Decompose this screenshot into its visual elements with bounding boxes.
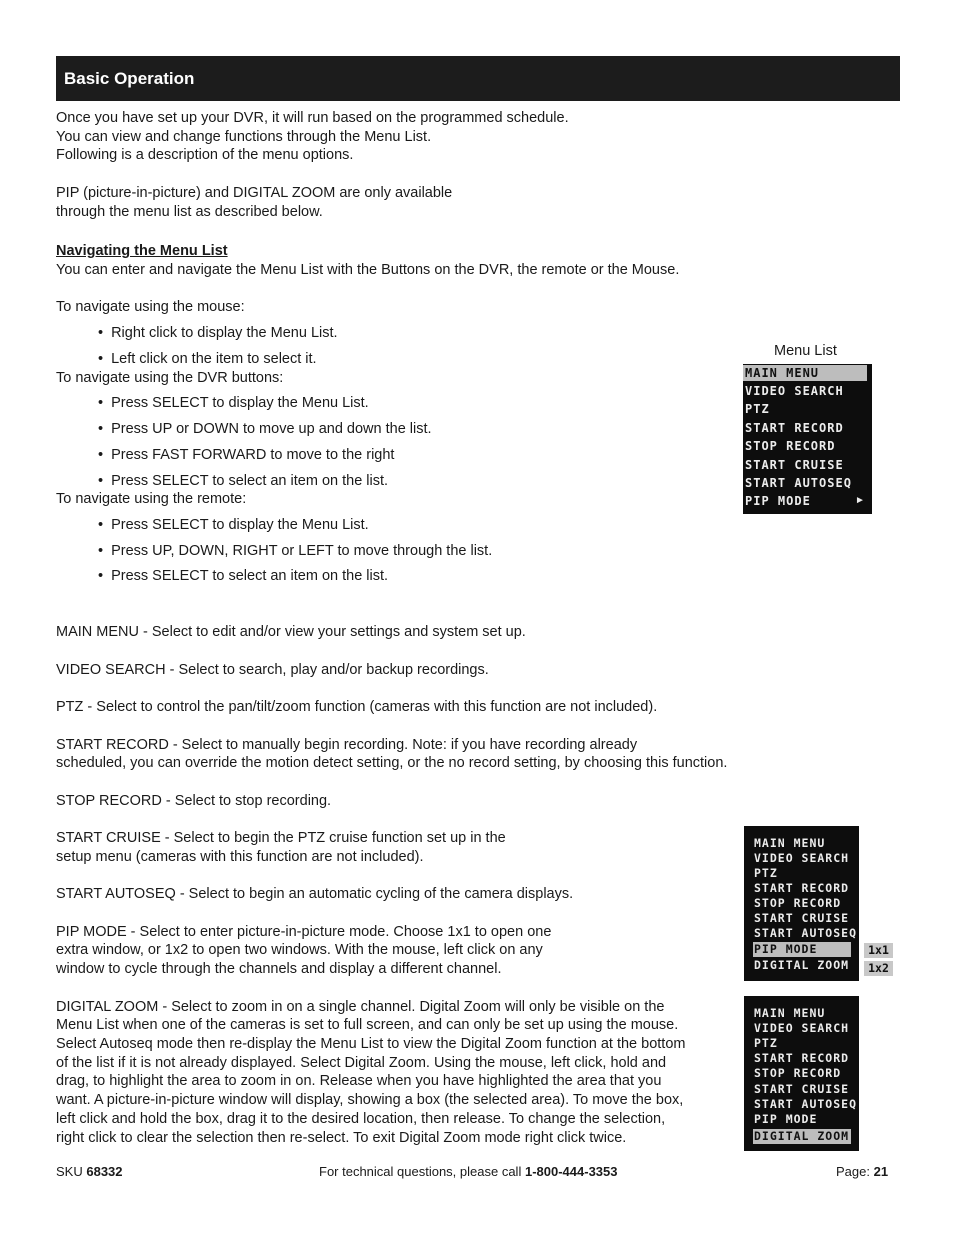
- mouse-title: To navigate using the mouse:: [56, 299, 245, 315]
- desc-video-search: VIDEO SEARCH - Select to search, play and/or backup recordings.: [56, 662, 489, 678]
- remote-bullet-3: • Press SELECT to select an item on the list.: [98, 567, 388, 585]
- desc-digital-zoom-7: left click and hold the box, drag it to the desired location, then release. To change the selection,: [56, 1111, 666, 1127]
- footer-page: [836, 1164, 888, 1179]
- zoom-menu-item-video-search: VIDEO SEARCH: [754, 1021, 850, 1035]
- footer-tech-text: For technical questions, please call: [319, 1164, 522, 1179]
- pip-menu-item-stop-record: STOP RECORD: [754, 896, 842, 910]
- buttons-bullet-1: • Press SELECT to display the Menu List.: [98, 394, 369, 412]
- buttons-bullet-3: • Press FAST FORWARD to move to the right: [98, 446, 394, 464]
- desc-start-record-2: scheduled, you can override the motion detect setting, or the no record setting, by choosing this function.: [56, 755, 728, 771]
- intro-line-3: Following is a description of the menu options.: [56, 147, 354, 163]
- mouse-bullet-1: • Right click to display the Menu List.: [98, 324, 338, 342]
- menu-item-video-search: VIDEO SEARCH: [745, 384, 844, 398]
- desc-digital-zoom-5: drag, to highlight the area to zoom in on. Release when you have highlighted the area that you: [56, 1073, 662, 1089]
- remote-bullet-2: • Press UP, DOWN, RIGHT or LEFT to move through the list.: [98, 542, 492, 560]
- menu-item-main-menu: MAIN MENU: [743, 365, 867, 381]
- nav-intro: You can enter and navigate the Menu List with the Buttons on the DVR, the remote or the Mouse.: [56, 262, 680, 278]
- zoom-menu-item-main-menu: MAIN MENU: [754, 1006, 826, 1020]
- desc-digital-zoom-1: DIGITAL ZOOM - Select to zoom in on a single channel. Digital Zoom will only be visible on the: [56, 999, 665, 1015]
- submenu-arrow-icon: ►: [855, 495, 865, 506]
- pip-menu-item-digital-zoom: DIGITAL ZOOM: [754, 958, 850, 972]
- pip-menu-figure: [744, 826, 859, 981]
- desc-digital-zoom-8: right click to clear the selection then re-select. To exit Digital Zoom mode right click twice.: [56, 1130, 627, 1146]
- zoom-menu-item-start-record: START RECORD: [754, 1051, 850, 1065]
- nav-heading: Navigating the Menu List: [56, 243, 228, 259]
- buttons-bullet-2: • Press UP or DOWN to move up and down the list.: [98, 420, 432, 438]
- pip-menu-item-main-menu: MAIN MENU: [754, 836, 826, 850]
- remote-bullet-1: • Press SELECT to display the Menu List.: [98, 516, 369, 534]
- menu-item-pip-mode: PIP MODE: [745, 494, 811, 508]
- footer-sku-number: 68332: [86, 1164, 123, 1179]
- footer-sku-label: SKU: [56, 1164, 83, 1179]
- menu-list-caption: Menu List: [774, 343, 837, 359]
- pip-menu-item-start-cruise: START CRUISE: [754, 911, 850, 925]
- section-header-bar: [56, 56, 900, 101]
- desc-ptz: PTZ - Select to control the pan/tilt/zoom function (cameras with this function are not included).: [56, 699, 658, 715]
- pip-menu-item-ptz: PTZ: [754, 866, 778, 880]
- menu-item-start-cruise: START CRUISE: [745, 458, 844, 472]
- desc-digital-zoom-3: Select Autoseq mode then re-display the Menu List to view the Digital Zoom function at the bottom: [56, 1036, 686, 1052]
- desc-digital-zoom-6: want. A picture-in-picture window will display, showing a box (the selected area). To move the box,: [56, 1092, 684, 1108]
- section-title: Basic Operation: [64, 69, 195, 88]
- desc-start-cruise-2: setup menu (cameras with this function are not included).: [56, 849, 424, 865]
- intro-line-1: Once you have set up your DVR, it will run based on the programmed schedule.: [56, 110, 569, 126]
- footer-phone: 1-800-444-3353: [524, 1164, 618, 1179]
- footer-page-label: Page:: [836, 1164, 870, 1179]
- zoom-menu-item-stop-record: STOP RECORD: [754, 1066, 842, 1080]
- pip-option-1x1: 1x1: [864, 943, 893, 958]
- zoom-menu-item-digital-zoom: DIGITAL ZOOM: [754, 1129, 850, 1143]
- desc-pip-mode-3: window to cycle through the channels and display a different channel.: [56, 961, 502, 977]
- desc-digital-zoom-4: of the list if it is not already displayed. Select Digital Zoom. Using the mouse, left click, hold and: [56, 1055, 667, 1071]
- desc-digital-zoom-2: Menu List when one of the cameras is set to full screen, and can only be set up using the mouse.: [56, 1017, 679, 1033]
- zoom-menu-figure: [744, 996, 859, 1151]
- desc-pip-mode-2: extra window, or 1x2 to open two windows. With the mouse, left click on any: [56, 942, 543, 958]
- buttons-title: To navigate using the DVR buttons:: [56, 370, 284, 386]
- pip-option-1x2: 1x2: [864, 961, 893, 976]
- desc-start-autoseq: START AUTOSEQ - Select to begin an automatic cycling of the camera displays.: [56, 886, 574, 902]
- pip-note-line-2: through the menu list as described below.: [56, 204, 323, 220]
- mouse-bullet-2: • Left click on the item to select it.: [98, 350, 317, 368]
- desc-start-cruise-1: START CRUISE - Select to begin the PTZ cruise function set up in the: [56, 830, 506, 846]
- zoom-menu-item-pip-mode: PIP MODE: [754, 1112, 818, 1126]
- pip-menu-item-start-autoseq: START AUTOSEQ: [754, 926, 858, 940]
- menu-list-figure: [743, 364, 872, 514]
- intro-line-2: You can view and change functions through the Menu List.: [56, 129, 432, 145]
- desc-stop-record: STOP RECORD - Select to stop recording.: [56, 793, 332, 809]
- pip-menu-item-video-search: VIDEO SEARCH: [754, 851, 850, 865]
- menu-item-ptz: PTZ: [745, 402, 770, 416]
- pip-menu-item-pip-mode: PIP MODE: [753, 942, 851, 957]
- desc-pip-mode-1: PIP MODE - Select to enter picture-in-picture mode. Choose 1x1 to open one: [56, 924, 552, 940]
- menu-item-start-autoseq: START AUTOSEQ: [745, 476, 852, 490]
- desc-start-record-1: START RECORD - Select to manually begin recording. Note: if you have recording already: [56, 737, 638, 753]
- pip-menu-item-start-record: START RECORD: [754, 881, 850, 895]
- zoom-menu-item-start-cruise: START CRUISE: [754, 1082, 850, 1096]
- pip-note-line-1: PIP (picture-in-picture) and DIGITAL ZOOM are only available: [56, 185, 453, 201]
- footer-sku: [56, 1164, 123, 1179]
- footer-tech-support: [319, 1164, 618, 1179]
- menu-item-stop-record: STOP RECORD: [745, 439, 836, 453]
- zoom-menu-item-start-autoseq: START AUTOSEQ: [754, 1097, 858, 1111]
- remote-title: To navigate using the remote:: [56, 491, 247, 507]
- zoom-menu-item-ptz: PTZ: [754, 1036, 778, 1050]
- menu-item-start-record: START RECORD: [745, 421, 844, 435]
- desc-main-menu: MAIN MENU - Select to edit and/or view your settings and system set up.: [56, 624, 526, 640]
- footer-page-number: 21: [873, 1164, 889, 1179]
- buttons-bullet-4: • Press SELECT to select an item on the list.: [98, 472, 388, 490]
